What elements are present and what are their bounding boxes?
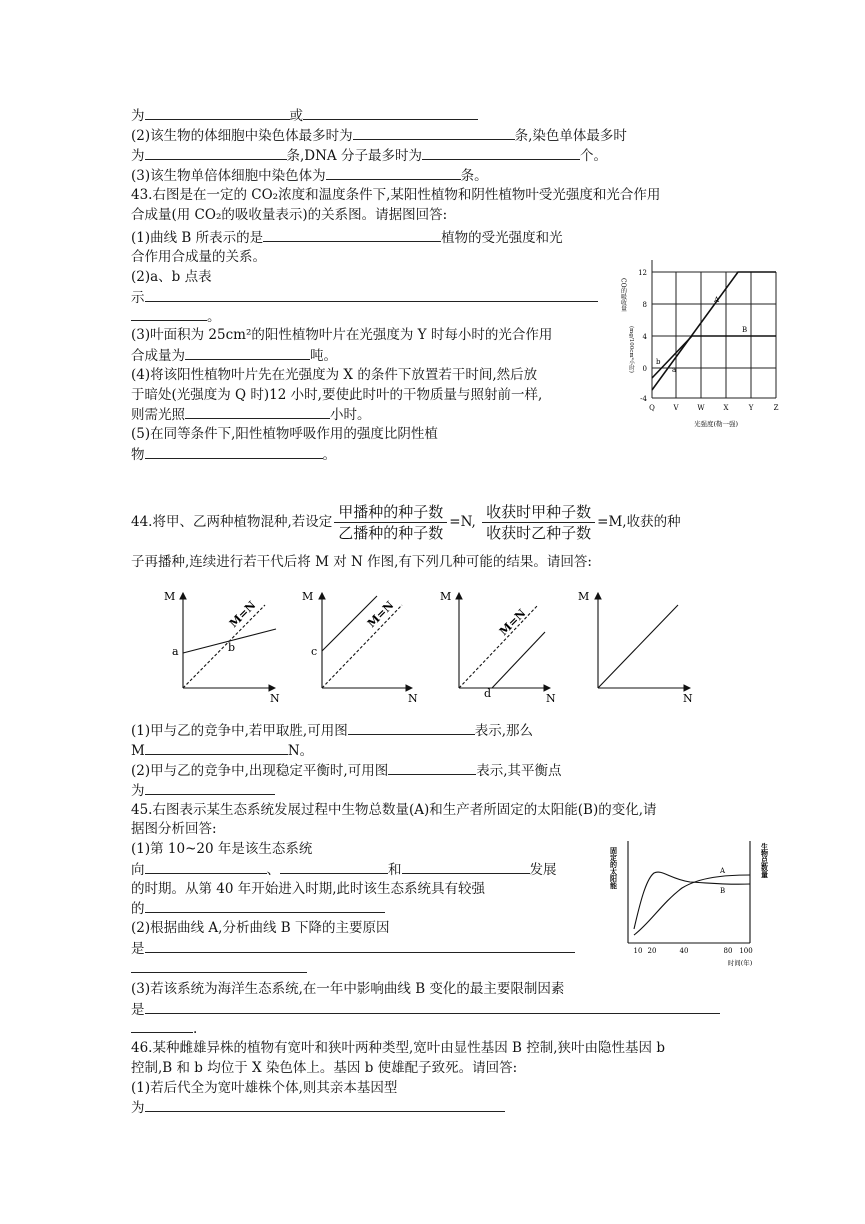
x-tick: 100	[739, 947, 753, 955]
q43-line3: (1)曲线 B 所表示的是 植物的受光强度和光	[131, 230, 563, 246]
answer-blank[interactable]	[185, 405, 330, 419]
q43-line11: 于暗处(光强度为 Q 时)12 小时,要使此时叶的干物质量与照射前一样,	[131, 387, 543, 403]
curve-a-label: A	[714, 296, 720, 304]
y-tick: 4	[642, 333, 647, 341]
q46-line2: 控制,B 和 b 均位于 X 染色体上。基因 b 使雄配子致死。请回答:	[131, 1060, 518, 1076]
curve-a-label: A	[720, 867, 726, 875]
point-c-label: c	[311, 645, 318, 658]
point-b-label: b	[228, 641, 236, 654]
x-tick: 20	[647, 947, 657, 955]
q45-line8: 是	[131, 939, 575, 958]
answer-blank[interactable]	[326, 166, 461, 180]
competition-graphs	[150, 585, 710, 710]
x-axis-label: 时间(年)	[727, 959, 753, 967]
axis-n-label: N	[546, 692, 556, 705]
y-axis-unit: (mg/100cm²小时)	[628, 326, 634, 373]
q43-line10: (4)将该阳性植物叶片先在光强度为 X 的条件下放置若干时间,然后放	[131, 367, 538, 383]
q42-line4: (3)该生物单倍体细胞中染色体为 条。	[131, 168, 488, 184]
answer-blank[interactable]	[145, 288, 598, 302]
q42-line3: 为 条,DNA 分子最多时为 个。	[131, 148, 607, 164]
curve-b-line	[652, 336, 776, 378]
x-tick: 10	[633, 947, 643, 955]
q45-line4: 向 、 和 发展	[131, 862, 557, 878]
q43-line14: 物 。	[131, 447, 336, 463]
x-tick: 80	[723, 947, 733, 955]
diagonal-m-eq-n	[322, 605, 402, 688]
y-axis-label: CO的吸收量	[619, 278, 627, 312]
answer-blank[interactable]	[402, 860, 530, 874]
q44-sub2: (2)甲与乙的竞争中,出现稳定平衡时,可用图 表示,其平衡点	[131, 763, 562, 779]
x-tick: V	[673, 404, 679, 412]
q44-intro: 44.将甲、乙两种植物混种,若设定 $\frac{\text{甲播种的种子数}}{\text{乙播种的种子数}}$ =N, $\frac{\text{收获时甲种子数}}{\text{收获时乙种子数}}$ =M,收获的种	[131, 503, 681, 542]
q45-line10: 是	[131, 1000, 720, 1019]
x-axis-label: 光强度(勒一强)	[693, 420, 739, 428]
ecosystem-graph	[600, 833, 785, 973]
q45-line6: 的	[131, 899, 385, 918]
q43-line1: 43.右图是在一定的 CO₂浓度和温度条件下,某阳性植物和阴性植物叶受光强度和光合作用	[131, 187, 661, 203]
answer-blank[interactable]	[145, 860, 267, 874]
q44-sub1: (1)甲与乙的竞争中,若甲取胜,可用图 表示,那么	[131, 723, 534, 739]
answer-blank[interactable]	[303, 106, 478, 120]
axis-m-label: M	[440, 590, 452, 603]
axis-m-label: M	[578, 590, 590, 603]
y-axis-right-label: 生物总数量	[760, 843, 770, 878]
answer-blank[interactable]	[263, 228, 441, 242]
y-tick: 12	[638, 269, 647, 277]
q45-line3: (1)第 10~20 年是该生态系统	[131, 841, 313, 857]
answer-blank[interactable]	[145, 146, 287, 160]
answer-blank[interactable]	[422, 146, 580, 160]
answer-blank[interactable]	[145, 1000, 720, 1014]
curve-b-label: B	[742, 326, 748, 334]
diagonal-m-eq-n	[183, 605, 265, 688]
answer-blank[interactable]	[145, 899, 385, 913]
curve-a-line	[652, 272, 776, 390]
answer-blank[interactable]	[145, 741, 288, 755]
q43-line9: 合成量为 吨。	[131, 348, 337, 364]
axis-m-label: M	[164, 590, 176, 603]
q43-line4: 合作用合成量的关系。	[131, 249, 266, 265]
answer-blank[interactable]	[348, 721, 475, 735]
curve-b-line	[634, 872, 750, 929]
fraction-m: $\frac{\text{收获时甲种子数}}{\text{收获时乙种子数}}$	[482, 502, 595, 543]
q44-sub1b: M N。	[131, 743, 314, 759]
answer-blank[interactable]	[353, 126, 515, 140]
q43-line12: 则需光照 小时。	[131, 407, 371, 423]
y-axis-left-label: 固定的太阳能	[609, 847, 619, 889]
q43-line6: 示	[131, 288, 598, 307]
x-tick: Q	[649, 404, 655, 412]
answer-blank[interactable]	[145, 445, 323, 459]
axis-n-label: N	[270, 692, 280, 705]
answer-blank[interactable]	[145, 106, 290, 120]
point-a-label: a	[672, 366, 677, 374]
point-a-label: a	[172, 645, 179, 658]
point-d-label: d	[484, 687, 492, 700]
answer-blank[interactable]	[145, 781, 275, 795]
y-tick: 0	[642, 365, 647, 373]
q42-line2: (2)该生物的体细胞中染色体最多时为 条,染色单体最多时	[131, 128, 627, 144]
answer-blank[interactable]	[131, 307, 207, 321]
q43-line5: (2)a、b 点表	[131, 269, 212, 285]
answer-blank[interactable]	[388, 761, 476, 775]
axis-m-label: M	[302, 590, 314, 603]
q46-line1: 46.某种雌雄异株的植物有宽叶和狭叶两种类型,宽叶由显性基因 B 控制,狭叶由隐性基因 b	[131, 1040, 665, 1056]
answer-blank[interactable]	[280, 860, 388, 874]
diagonal-label: M=N	[364, 598, 397, 631]
x-tick: X	[723, 404, 729, 412]
answer-blank[interactable]	[185, 346, 310, 360]
q43-line13: (5)在同等条件下,阳性植物呼吸作用的强度比阴性植	[131, 426, 438, 442]
q44-line2: 子再播种,连续进行若干代后将 M 对 N 作图,有下列几种可能的结果。请回答:	[131, 554, 592, 570]
diagonal-label: M=N	[226, 598, 259, 631]
q45-line9: (3)若该系统为海洋生态系统,在一年中影响曲线 B 变化的最主要限制因素	[131, 981, 565, 997]
answer-blank[interactable]	[145, 1098, 505, 1112]
fraction-n: $\frac{\text{甲播种的种子数}}{\text{乙播种的种子数}}$	[334, 502, 447, 543]
light-photosynthesis-graph	[618, 250, 788, 440]
q44-sub2b: 为	[131, 781, 275, 800]
answer-blank[interactable]	[145, 939, 575, 953]
point-b-label: b	[656, 358, 661, 366]
axis-n-label: N	[683, 692, 693, 705]
q46-line3: (1)若后代全为宽叶雄株个体,则其亲本基因型	[131, 1080, 398, 1096]
competition-line	[598, 605, 678, 688]
q46-line4: 为	[131, 1098, 505, 1117]
axis-n-label: N	[408, 692, 418, 705]
curve-b-label: B	[720, 887, 726, 895]
diagonal-label: M=N	[496, 606, 529, 639]
q42-line1: 为 或	[131, 106, 478, 125]
x-tick: Y	[748, 404, 754, 412]
y-tick: 8	[642, 301, 647, 309]
y-tick: -4	[640, 395, 647, 403]
x-tick: Z	[773, 404, 779, 412]
q45-line11: .	[131, 1019, 197, 1038]
q43-line2: 合成量(用 CO₂的吸收量表示)的关系图。请据图回答:	[131, 207, 448, 223]
q45-line1: 45.右图表示某生态系统发展过程中生物总数量(A)和生产者所固定的太阳能(B)的变化,请	[131, 802, 657, 818]
q45-line2: 据图分析回答:	[131, 821, 217, 837]
q45-line5: 的时期。从第 40 年开始进入时期,此时该生态系统具有较强	[131, 881, 486, 897]
q43-line7: 。	[131, 307, 221, 326]
competition-line	[492, 632, 545, 688]
answer-blank[interactable]	[131, 1019, 193, 1033]
x-tick: 40	[679, 947, 689, 955]
q43-line8: (3)叶面积为 25cm²的阳性植物叶片在光强度为 Y 时每小时的光合作用	[131, 327, 553, 343]
q45-line7: (2)根据曲线 A,分析曲线 B 下降的主要原因	[131, 920, 390, 936]
x-tick: W	[697, 404, 705, 412]
answer-blank[interactable]	[131, 972, 307, 973]
